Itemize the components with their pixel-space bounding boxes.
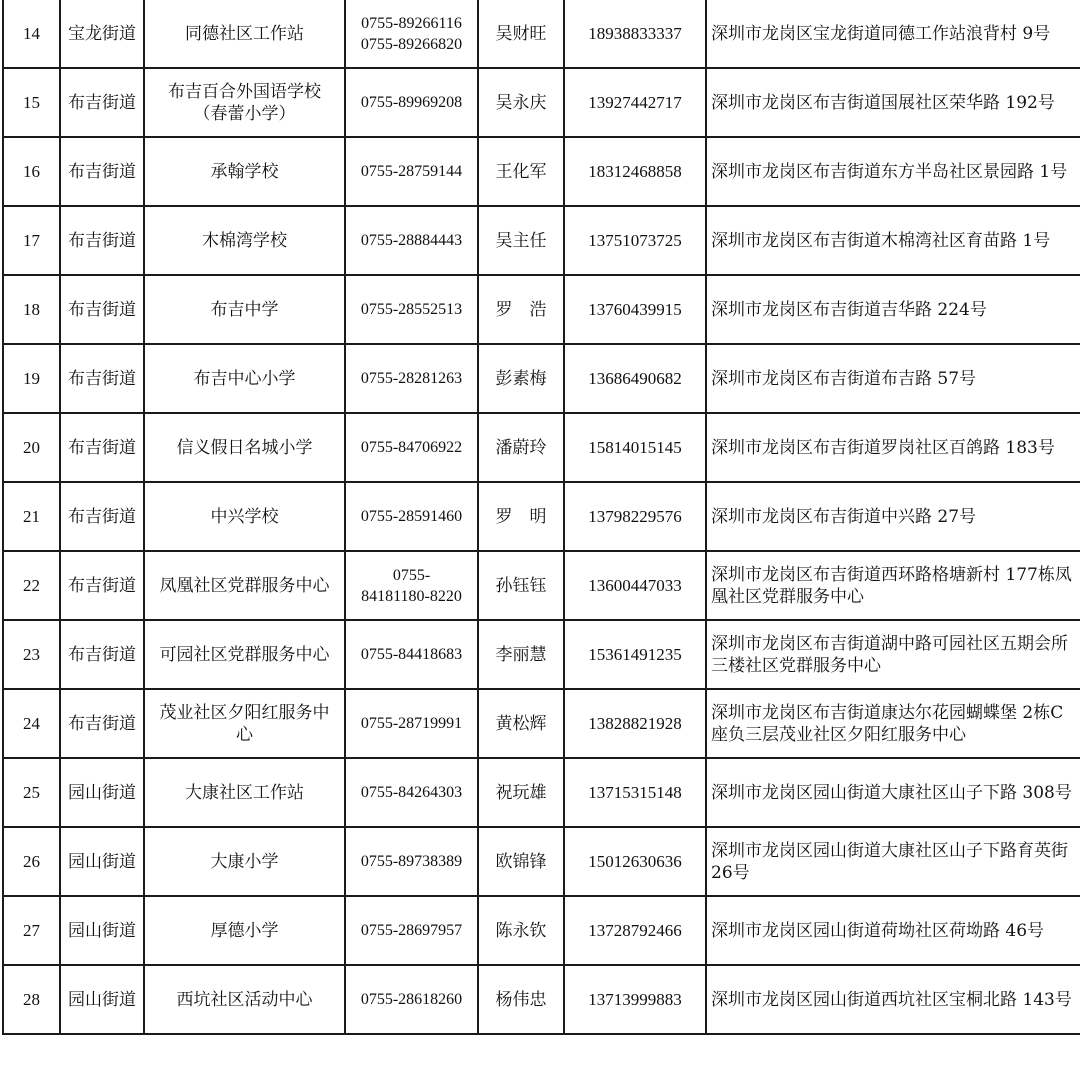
row-number-cell: 24 [3, 689, 60, 758]
contact-person-cell: 孙钰钰 [478, 551, 564, 620]
phone-cell [345, 413, 478, 482]
row-number-cell: 16 [3, 137, 60, 206]
row-number-cell: 22 [3, 551, 60, 620]
row-number-cell: 26 [3, 827, 60, 896]
row-number-cell: 27 [3, 896, 60, 965]
phone-cell [345, 68, 478, 137]
venue-name-cell-line: 大康社区工作站 [185, 782, 304, 803]
contact-person-cell: 罗 明 [478, 482, 564, 551]
phone-cell [345, 206, 478, 275]
phone-cell [345, 758, 478, 827]
phone-cell-line: 0755-28759144 [360, 163, 463, 180]
venue-name-cell [144, 0, 345, 68]
phone-cell [345, 275, 478, 344]
venue-name-cell-line: 大康小学 [210, 851, 279, 872]
table-row [3, 689, 1080, 758]
venue-name-cell-line: 厚德小学 [210, 920, 279, 941]
venue-name-cell [144, 482, 345, 551]
street-cell: 布吉街道 [60, 275, 144, 344]
venue-name-cell [144, 413, 345, 482]
venue-name-cell-line: 可园社区党群服务中心 [159, 644, 330, 665]
table-row [3, 275, 1080, 344]
street-cell: 布吉街道 [60, 620, 144, 689]
contact-table [2, 0, 1080, 1035]
phone-cell-line: 0755-89969208 [360, 94, 463, 111]
phone-cell [345, 827, 478, 896]
venue-name-cell [144, 827, 345, 896]
table-row [3, 620, 1080, 689]
table-row [3, 68, 1080, 137]
contact-person-cell: 吴永庆 [478, 68, 564, 137]
venue-name-cell-line: 布吉百合外国语学校 [168, 81, 321, 102]
street-cell: 园山街道 [60, 896, 144, 965]
contact-person-cell: 吴财旺 [478, 0, 564, 68]
mobile-cell: 18938833337 [564, 0, 706, 68]
venue-name-cell [144, 758, 345, 827]
venue-name-cell [144, 68, 345, 137]
mobile-cell: 13828821928 [564, 689, 706, 758]
street-cell: 布吉街道 [60, 689, 144, 758]
venue-name-cell-line: 信义假日名城小学 [176, 437, 313, 458]
venue-name-cell [144, 206, 345, 275]
row-number-cell: 21 [3, 482, 60, 551]
address-cell: 深圳市龙岗区布吉街道吉华路 224号 [706, 275, 1080, 344]
mobile-cell: 15814015145 [564, 413, 706, 482]
table-row [3, 965, 1080, 1034]
mobile-cell: 13715315148 [564, 758, 706, 827]
phone-cell-line: 0755-28281263 [360, 370, 463, 387]
phone-cell-line: 84181180-8220 [361, 587, 462, 605]
venue-name-cell-line: 西坑社区活动中心 [176, 989, 313, 1010]
venue-name-cell-line: 布吉中学 [210, 299, 279, 320]
table-row [3, 137, 1080, 206]
phone-cell-line: 0755-89738389 [360, 853, 463, 870]
venue-name-cell-line: 茂业社区夕阳红服务中 [159, 702, 330, 723]
address-cell: 深圳市龙岗区布吉街道康达尔花园蝴蝶堡 2栋C座负三层茂业社区夕阳红服务中心 [706, 689, 1080, 758]
contact-person-cell: 欧锦锋 [478, 827, 564, 896]
mobile-cell: 15361491235 [564, 620, 706, 689]
venue-name-cell [144, 275, 345, 344]
venue-name-cell-line: 承翰学校 [210, 161, 279, 182]
address-cell: 深圳市龙岗区布吉街道木棉湾社区育苗路 1号 [706, 206, 1080, 275]
address-cell: 深圳市龙岗区布吉街道湖中路可园社区五期会所三楼社区党群服务中心 [706, 620, 1080, 689]
phone-cell [345, 965, 478, 1034]
address-cell: 深圳市龙岗区布吉街道东方半岛社区景园路 1号 [706, 137, 1080, 206]
venue-name-cell-line: 凤凰社区党群服务中心 [159, 575, 330, 596]
phone-cell-line: 0755-28719991 [360, 715, 463, 732]
phone-cell-line: 0755-84264303 [360, 784, 463, 801]
table-row [3, 551, 1080, 620]
phone-cell-line: 0755-28697957 [360, 922, 463, 939]
venue-name-cell-line: 中兴学校 [210, 506, 279, 527]
row-number-cell: 15 [3, 68, 60, 137]
phone-cell [345, 482, 478, 551]
mobile-cell: 13713999883 [564, 965, 706, 1034]
street-cell: 园山街道 [60, 827, 144, 896]
venue-name-cell-line: 布吉中心小学 [193, 368, 296, 389]
contact-person-cell: 祝玩雄 [478, 758, 564, 827]
table-body [3, 0, 1080, 1034]
phone-cell [345, 551, 478, 620]
street-cell: 布吉街道 [60, 68, 144, 137]
venue-name-cell [144, 551, 345, 620]
mobile-cell: 18312468858 [564, 137, 706, 206]
row-number-cell: 28 [3, 965, 60, 1034]
phone-cell-line: 0755-84706922 [360, 439, 463, 456]
address-cell: 深圳市龙岗区园山街道大康社区山子下路育英街26号 [706, 827, 1080, 896]
mobile-cell: 13927442717 [564, 68, 706, 137]
mobile-cell: 13728792466 [564, 896, 706, 965]
phone-cell-line: 0755-89266820 [360, 35, 463, 53]
contact-person-cell: 杨伟忠 [478, 965, 564, 1034]
street-cell: 布吉街道 [60, 344, 144, 413]
table-row [3, 344, 1080, 413]
venue-name-cell [144, 137, 345, 206]
phone-cell [345, 689, 478, 758]
contact-person-cell: 吴主任 [478, 206, 564, 275]
venue-name-cell [144, 689, 345, 758]
address-cell: 深圳市龙岗区园山街道荷坳社区荷坳路 46号 [706, 896, 1080, 965]
mobile-cell: 13600447033 [564, 551, 706, 620]
contact-person-cell: 陈永钦 [478, 896, 564, 965]
phone-cell-line: 0755-28884443 [360, 232, 463, 249]
venue-name-cell [144, 896, 345, 965]
contact-person-cell: 黄松辉 [478, 689, 564, 758]
table-row [3, 482, 1080, 551]
contact-person-cell: 彭素梅 [478, 344, 564, 413]
mobile-cell: 13686490682 [564, 344, 706, 413]
contact-person-cell: 罗 浩 [478, 275, 564, 344]
phone-cell-line: 0755- [392, 566, 431, 584]
phone-cell-line: 0755-28591460 [360, 508, 463, 525]
street-cell: 园山街道 [60, 965, 144, 1034]
table-row [3, 0, 1080, 68]
table-row [3, 827, 1080, 896]
row-number-cell: 23 [3, 620, 60, 689]
table-row [3, 758, 1080, 827]
address-cell: 深圳市龙岗区布吉街道布吉路 57号 [706, 344, 1080, 413]
contact-person-cell: 王化军 [478, 137, 564, 206]
phone-cell [345, 620, 478, 689]
phone-cell [345, 137, 478, 206]
mobile-cell: 13798229576 [564, 482, 706, 551]
phone-cell-line: 0755-89266116 [361, 14, 462, 32]
venue-name-cell [144, 620, 345, 689]
phone-cell [345, 896, 478, 965]
address-cell: 深圳市龙岗区园山街道大康社区山子下路 308号 [706, 758, 1080, 827]
row-number-cell: 20 [3, 413, 60, 482]
street-cell: 布吉街道 [60, 413, 144, 482]
row-number-cell: 14 [3, 0, 60, 68]
phone-cell [345, 0, 478, 68]
address-cell: 深圳市龙岗区宝龙街道同德工作站浪背村 9号 [706, 0, 1080, 68]
street-cell: 布吉街道 [60, 137, 144, 206]
venue-name-cell [144, 344, 345, 413]
phone-cell-line: 0755-28552513 [360, 301, 463, 318]
venue-name-cell-line: 木棉湾学校 [202, 230, 287, 251]
mobile-cell: 13751073725 [564, 206, 706, 275]
venue-name-cell-line: （春蕾小学） [193, 103, 296, 124]
phone-cell [345, 344, 478, 413]
address-cell: 深圳市龙岗区布吉街道西环路格塘新村 177栋凤凰社区党群服务中心 [706, 551, 1080, 620]
table-row [3, 206, 1080, 275]
mobile-cell: 13760439915 [564, 275, 706, 344]
phone-cell-line: 0755-28618260 [360, 991, 463, 1008]
street-cell: 园山街道 [60, 758, 144, 827]
row-number-cell: 18 [3, 275, 60, 344]
address-cell: 深圳市龙岗区园山街道西坑社区宝桐北路 143号 [706, 965, 1080, 1034]
street-cell: 布吉街道 [60, 551, 144, 620]
street-cell: 布吉街道 [60, 206, 144, 275]
address-cell: 深圳市龙岗区布吉街道国展社区荣华路 192号 [706, 68, 1080, 137]
street-cell: 布吉街道 [60, 482, 144, 551]
venue-name-cell-line: 心 [236, 724, 253, 745]
contact-person-cell: 李丽慧 [478, 620, 564, 689]
mobile-cell: 15012630636 [564, 827, 706, 896]
address-cell: 深圳市龙岗区布吉街道罗岗社区百鸽路 183号 [706, 413, 1080, 482]
row-number-cell: 19 [3, 344, 60, 413]
table-row [3, 896, 1080, 965]
address-cell: 深圳市龙岗区布吉街道中兴路 27号 [706, 482, 1080, 551]
contact-person-cell: 潘蔚玲 [478, 413, 564, 482]
venue-name-cell [144, 965, 345, 1034]
phone-cell-line: 0755-84418683 [360, 646, 463, 663]
street-cell: 宝龙街道 [60, 0, 144, 68]
row-number-cell: 17 [3, 206, 60, 275]
table-row [3, 413, 1080, 482]
row-number-cell: 25 [3, 758, 60, 827]
venue-name-cell-line: 同德社区工作站 [185, 23, 304, 44]
